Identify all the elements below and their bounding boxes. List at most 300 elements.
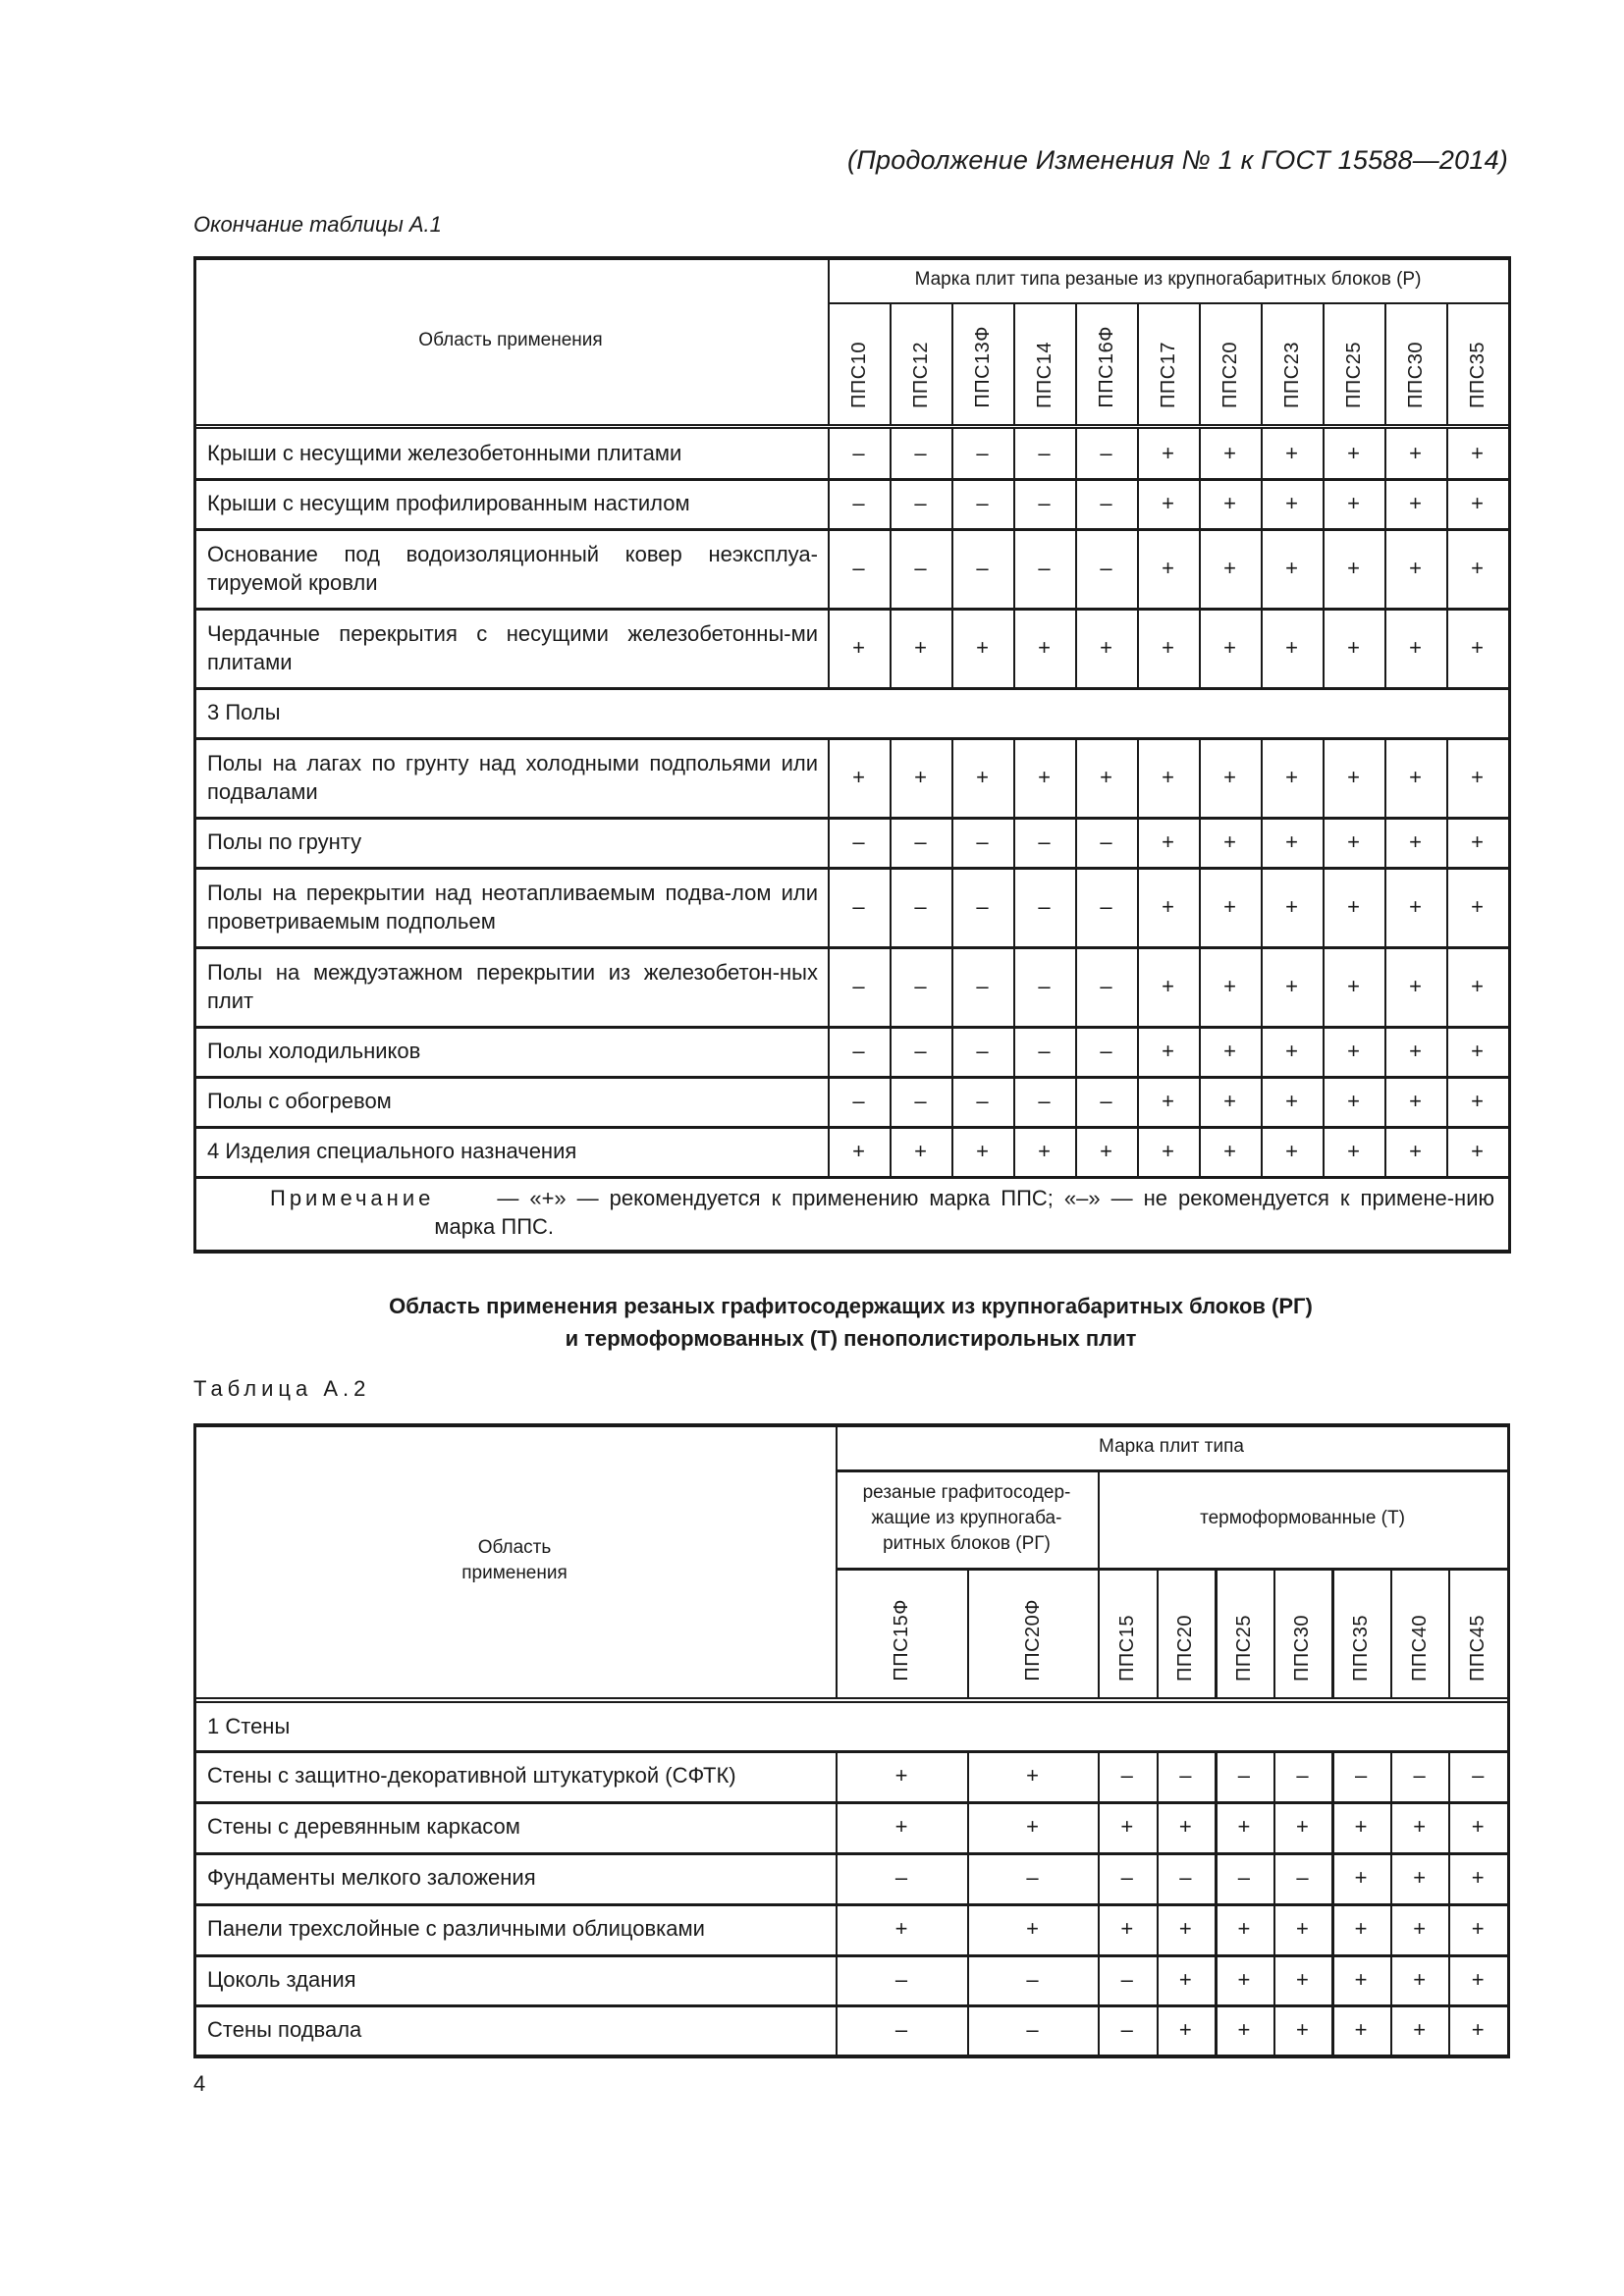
cell-mark: + (1347, 555, 1360, 580)
cell-mark: – (852, 1088, 865, 1113)
cell-mark: + (1471, 1814, 1485, 1839)
cell-mark: + (1178, 2016, 1192, 2042)
column-header-label: ППС40 (1408, 1615, 1431, 1682)
table-rule (193, 1903, 1507, 1906)
column-header-ППС20 (1157, 1568, 1216, 1697)
row-label: Стены с деревянным каркасом (207, 1814, 520, 1839)
section-row-label: 3 Полы (207, 699, 281, 724)
table-rule (193, 1852, 1507, 1855)
cell-mark: + (1471, 764, 1484, 789)
cell-mark: + (1162, 1088, 1174, 1113)
cell-mark: + (914, 634, 927, 660)
cell-mark: – (1179, 1763, 1192, 1788)
table-rule (1390, 1750, 1392, 1801)
cell-mark: + (1471, 1916, 1485, 1941)
cell-mark: + (1178, 1966, 1192, 1992)
row-label: 4 Изделия специального назначения (207, 1138, 577, 1163)
cell-mark: + (976, 634, 989, 660)
cell-mark: + (1471, 440, 1484, 465)
row-label: Чердачные перекрытия с несущими железобетонны-ми плитами (207, 620, 818, 674)
cell-mark: – (914, 440, 927, 465)
cell-mark: + (1471, 893, 1484, 919)
cell-mark: + (1178, 1814, 1192, 1839)
cell-mark: + (976, 1138, 989, 1163)
table-rule (193, 2004, 1507, 2007)
cell-mark: + (1285, 1038, 1298, 1063)
table-rule (967, 1954, 969, 2004)
cell-mark: + (1285, 1138, 1298, 1163)
cell-mark: – (1100, 1038, 1112, 1063)
row-label: Крыши с несущими железобетонными плитами (207, 440, 682, 465)
table-a1-continuation-caption: Окончание таблицы А.1 (193, 212, 442, 237)
cell-mark: – (914, 973, 927, 998)
header-area-of-application: Область применения (461, 1536, 568, 1583)
table-rule (1390, 1852, 1392, 1903)
table-rule (1157, 1801, 1159, 1852)
cell-mark: – (1237, 1763, 1251, 1788)
cell-mark: – (976, 1088, 989, 1113)
table-rule (1098, 1750, 1100, 1801)
cell-mark: + (1223, 634, 1236, 660)
cell-mark: – (1413, 1763, 1426, 1788)
column-header-label: ППС20 (1218, 342, 1241, 408)
table-rule (1273, 1852, 1275, 1903)
cell-mark: + (1120, 1814, 1134, 1839)
cell-mark: + (1471, 1865, 1485, 1890)
cell-mark: + (1409, 828, 1422, 854)
column-header-label: ППС35 (1350, 1615, 1373, 1682)
cell-mark: + (1223, 764, 1236, 789)
table-rule (1331, 1750, 1334, 1801)
cell-mark: + (1471, 490, 1484, 515)
cell-mark: + (1471, 1038, 1484, 1063)
cell-mark: + (1178, 1916, 1192, 1941)
column-header-ППС15Ф (836, 1568, 967, 1697)
cell-mark: – (1038, 555, 1051, 580)
table-rule (1098, 1954, 1100, 2004)
row-label: Полы по грунту (207, 828, 362, 854)
cell-mark: + (1471, 828, 1484, 854)
table-rule (1273, 2004, 1275, 2055)
cell-mark: + (1409, 490, 1422, 515)
table-rule (1448, 1954, 1450, 2004)
cell-mark: + (1223, 1138, 1236, 1163)
section-row-label: 1 Стены (207, 1713, 291, 1738)
note-prefix: Примечание (270, 1186, 435, 1210)
cell-mark: + (1471, 1138, 1484, 1163)
column-header-label: ППС25 (1232, 1615, 1255, 1682)
cell-mark: – (852, 973, 865, 998)
table-rule (1098, 1852, 1100, 1903)
header-area-of-application: Область применения (418, 329, 603, 350)
table-rule (193, 1750, 1507, 1753)
table-rule (1331, 1903, 1334, 1954)
cell-mark: + (1296, 2016, 1309, 2042)
cell-mark: – (1296, 1865, 1309, 1890)
cell-mark: – (976, 893, 989, 919)
cell-mark: + (1285, 973, 1298, 998)
table-rule (967, 1568, 969, 1697)
table-rule (1331, 1568, 1334, 1697)
cell-mark: – (1038, 1038, 1051, 1063)
cell-mark: + (1285, 490, 1298, 515)
column-header-ППС20Ф (967, 1568, 1098, 1697)
table-rule (967, 1903, 969, 1954)
cell-mark: + (1409, 973, 1422, 998)
cell-mark: + (1285, 828, 1298, 854)
cell-mark: + (1471, 634, 1484, 660)
cell-mark: + (1347, 893, 1360, 919)
cell-mark: + (1237, 2016, 1251, 2042)
column-header-label: ППС30 (1404, 342, 1427, 408)
cell-mark: + (1409, 634, 1422, 660)
cell-mark: + (1162, 1038, 1174, 1063)
cell-mark: – (976, 555, 989, 580)
cell-mark: – (914, 828, 927, 854)
cell-mark: + (1038, 634, 1051, 660)
cell-mark: + (1409, 1088, 1422, 1113)
column-header-label: ППС10 (847, 342, 870, 408)
cell-mark: + (1100, 1138, 1112, 1163)
cell-mark: + (1471, 2016, 1485, 2042)
cell-mark: – (1179, 1865, 1192, 1890)
cell-mark: + (1285, 893, 1298, 919)
table-rule (836, 1852, 838, 1903)
cell-mark: – (1100, 555, 1112, 580)
cell-mark: – (1038, 828, 1051, 854)
column-header-ППС15 (1098, 1568, 1157, 1697)
column-header-label: ППС13Ф (971, 326, 994, 408)
cell-mark: + (1223, 1088, 1236, 1113)
cell-mark: – (976, 828, 989, 854)
cell-mark: + (1354, 1966, 1368, 1992)
row-label: Фундаменты мелкого заложения (207, 1865, 536, 1890)
cell-mark: + (852, 764, 865, 789)
cell-mark: + (1223, 440, 1236, 465)
cell-mark: – (1120, 1865, 1133, 1890)
row-label: Полы на перекрытии над неотапливаемым подва-лом или проветриваемым подпольем (207, 880, 818, 934)
row-label: Полы с обогревом (207, 1088, 392, 1113)
group-header-brand: Марка плит типа (1099, 1435, 1244, 1457)
cell-mark: + (1162, 490, 1174, 515)
cell-mark: + (1347, 490, 1360, 515)
table-rule (193, 1954, 1507, 1957)
cell-mark: + (1471, 1088, 1484, 1113)
cell-mark: – (1100, 828, 1112, 854)
cell-mark: + (1223, 490, 1236, 515)
table-rule (1448, 1852, 1450, 1903)
cell-mark: + (1296, 1814, 1309, 1839)
cell-mark: + (1347, 1138, 1360, 1163)
table-rule (1448, 1750, 1450, 1801)
table-rule (1157, 1568, 1159, 1697)
cell-mark: – (1120, 2016, 1133, 2042)
cell-mark: + (1038, 1138, 1051, 1163)
cell-mark: + (1471, 973, 1484, 998)
note-text: — «+» — рекомендуется к применению марка ППС; «–» — не рекомендуется к примене-нию марка ППС. (434, 1186, 1494, 1239)
cell-mark: + (1038, 764, 1051, 789)
cell-mark: – (976, 1038, 989, 1063)
subgroup-header-t: термоформованные (Т) (1200, 1508, 1405, 1528)
table-rule (193, 1697, 1507, 1699)
cell-mark: + (914, 1138, 927, 1163)
column-header-label: ППС14 (1033, 342, 1056, 408)
table-rule (1215, 1852, 1218, 1903)
cell-mark: + (1354, 2016, 1368, 2042)
column-header-ППС35 (1331, 1568, 1390, 1697)
cell-mark: + (894, 1916, 908, 1941)
table-rule (1157, 1954, 1159, 2004)
cell-mark: + (1162, 973, 1174, 998)
cell-mark: – (1038, 893, 1051, 919)
cell-mark: – (1100, 973, 1112, 998)
table-rule (967, 1801, 969, 1852)
cell-mark: – (1038, 973, 1051, 998)
cell-mark: – (1100, 893, 1112, 919)
cell-mark: + (1223, 973, 1236, 998)
cell-mark: – (894, 1966, 908, 1992)
table-rule (1507, 1423, 1510, 2057)
table-rule (836, 1903, 838, 1954)
cell-mark: + (1347, 440, 1360, 465)
cell-mark: – (914, 1088, 927, 1113)
table-rule (1448, 2004, 1450, 2055)
cell-mark: + (894, 1763, 908, 1788)
table-rule (967, 1852, 969, 1903)
table-rule (1448, 1568, 1450, 1697)
cell-mark: + (1285, 634, 1298, 660)
column-header-label: ППС12 (909, 342, 932, 408)
cell-mark: + (1237, 1966, 1251, 1992)
cell-mark: – (852, 828, 865, 854)
row-label: Полы на междуэтажном перекрытии из железобетон-ных плит (207, 959, 818, 1013)
column-header-label: ППС20Ф (1021, 1599, 1044, 1682)
cell-mark: – (1026, 1865, 1039, 1890)
cell-mark: + (1409, 893, 1422, 919)
cell-mark: – (1354, 1763, 1368, 1788)
column-header-label: ППС35 (1466, 342, 1489, 408)
cell-mark: + (1162, 764, 1174, 789)
table-a2-heading-line1: Область применения резаных графитосодержащих из крупногабаритных блоков (РГ) (389, 1294, 1313, 1318)
cell-mark: + (1347, 634, 1360, 660)
column-header-label: ППС15Ф (891, 1599, 912, 1682)
table-rule (836, 1568, 1507, 1571)
table-rule (836, 1750, 838, 1801)
cell-mark: + (1100, 634, 1112, 660)
table-rule (1215, 1954, 1218, 2004)
cell-mark: + (1409, 1038, 1422, 1063)
column-header-label: ППС17 (1157, 342, 1179, 408)
table-rule (1157, 1852, 1159, 1903)
table-rule (836, 1954, 838, 2004)
table-a2-label: Таблица А.2 (193, 1376, 371, 1401)
row-label: Основание под водоизоляционный ковер неэксплуа-тируемой кровли (207, 541, 818, 595)
table-rule (1098, 2004, 1100, 2055)
table-rule (967, 2004, 969, 2055)
cell-mark: – (976, 490, 989, 515)
cell-mark: + (852, 1138, 865, 1163)
cell-mark: + (894, 1814, 908, 1839)
cell-mark: + (1296, 1916, 1309, 1941)
table-rule (1157, 2004, 1159, 2055)
row-label: Полы холодильников (207, 1038, 421, 1063)
table-rule (836, 2004, 838, 2055)
cell-mark: + (1413, 1916, 1427, 1941)
table-rule (1331, 1852, 1334, 1903)
subgroup-header-rg: резаные графитосодер-жащие из крупногаба-ритных блоков (РГ) (862, 1482, 1071, 1554)
table-rule (1331, 2004, 1334, 2055)
group-header-brand: Марка плит типа резаные из крупногабаритных блоков (Р) (914, 268, 1422, 290)
cell-mark: + (1471, 555, 1484, 580)
table-rule (1157, 1750, 1159, 1801)
row-label: Крыши с несущим профилированным настилом (207, 490, 690, 515)
cell-mark: + (1409, 555, 1422, 580)
cell-mark: + (1285, 555, 1298, 580)
table-rule (1273, 1801, 1275, 1852)
table-rule (1390, 1954, 1392, 2004)
cell-mark: – (1038, 440, 1051, 465)
cell-mark: + (1120, 1916, 1134, 1941)
cell-mark: + (1354, 1814, 1368, 1839)
cell-mark: + (1026, 1916, 1039, 1941)
cell-mark: + (1162, 440, 1174, 465)
cell-mark: + (1347, 1088, 1360, 1113)
cell-mark: – (852, 440, 865, 465)
row-label: Панели трехслойные с различными облицовками (207, 1916, 705, 1941)
table-rule (193, 1423, 1510, 1427)
table-rule (1098, 1801, 1100, 1852)
cell-mark: – (914, 555, 927, 580)
table-rule (1390, 1801, 1392, 1852)
cell-mark: + (1237, 1814, 1251, 1839)
cell-mark: + (1296, 1966, 1309, 1992)
column-header-label: ППС30 (1291, 1615, 1314, 1682)
table-rule (193, 2055, 1510, 2058)
table-rule (1215, 2004, 1218, 2055)
cell-mark: + (1223, 1038, 1236, 1063)
cell-mark: – (852, 893, 865, 919)
cell-mark: + (1026, 1763, 1039, 1788)
column-header-label: ППС25 (1342, 342, 1365, 408)
column-header-label: ППС16Ф (1095, 326, 1117, 408)
table-rule (1390, 1568, 1392, 1697)
cell-mark: + (976, 764, 989, 789)
table-rule (1390, 2004, 1392, 2055)
table-a2-heading-line2: и термоформованных (Т) пенополистирольных плит (565, 1326, 1137, 1351)
cell-mark: + (1413, 1966, 1427, 1992)
table-rule (1331, 1801, 1334, 1852)
cell-mark: + (1354, 1916, 1368, 1941)
cell-mark: + (1409, 440, 1422, 465)
cell-mark: + (1162, 893, 1174, 919)
table-rule (836, 1801, 838, 1852)
cell-mark: + (1347, 1038, 1360, 1063)
table-rule (1098, 1903, 1100, 1954)
row-label: Цоколь здания (207, 1966, 356, 1992)
table-rule (1448, 1801, 1450, 1852)
cell-mark: + (1100, 764, 1112, 789)
cell-mark: – (976, 973, 989, 998)
table-rule (1098, 1469, 1100, 1697)
cell-mark: – (1038, 490, 1051, 515)
cell-mark: – (914, 1038, 927, 1063)
cell-mark: + (1413, 1865, 1427, 1890)
cell-mark: + (1162, 1138, 1174, 1163)
cell-mark: + (914, 764, 927, 789)
cell-mark: – (914, 893, 927, 919)
row-label: Стены с защитно-декоративной штукатуркой (СФТК) (207, 1763, 736, 1788)
table-rule (836, 1423, 838, 1697)
table-rule (967, 1750, 969, 1801)
cell-mark: + (1413, 1814, 1427, 1839)
table-rule (1215, 1903, 1218, 1954)
cell-mark: + (1026, 1814, 1039, 1839)
table-rule (1215, 1750, 1218, 1801)
cell-mark: – (976, 440, 989, 465)
cell-mark: + (852, 634, 865, 660)
cell-mark: + (1285, 764, 1298, 789)
column-header-ППС30 (1273, 1568, 1332, 1697)
table-rule (1273, 1568, 1275, 1697)
cell-mark: + (1413, 2016, 1427, 2042)
cell-mark: – (1026, 1966, 1039, 1992)
cell-mark: + (1285, 440, 1298, 465)
cell-mark: + (1409, 764, 1422, 789)
cell-mark: – (1026, 2016, 1039, 2042)
cell-mark: – (852, 555, 865, 580)
running-head: (Продолжение Изменения № 1 к ГОСТ 15588—2014) (847, 145, 1508, 175)
cell-mark: – (852, 1038, 865, 1063)
cell-mark: – (1237, 1865, 1251, 1890)
table-rule (836, 1469, 1507, 1472)
column-header-label: ППС45 (1467, 1615, 1489, 1682)
cell-mark: + (1223, 555, 1236, 580)
cell-mark: + (1285, 1088, 1298, 1113)
table-rule (1448, 1903, 1450, 1954)
cell-mark: – (894, 1865, 908, 1890)
table-rule (1273, 1903, 1275, 1954)
cell-mark: + (1223, 893, 1236, 919)
cell-mark: – (1100, 440, 1112, 465)
table-rule (193, 1701, 1507, 1703)
column-header-ППС45 (1448, 1568, 1507, 1697)
cell-mark: + (1409, 1138, 1422, 1163)
cell-mark: – (1296, 1763, 1309, 1788)
cell-mark: – (852, 490, 865, 515)
cell-mark: – (1120, 1763, 1133, 1788)
table-rule (1331, 1954, 1334, 2004)
table-rule (193, 1801, 1507, 1804)
table-rule (1273, 1750, 1275, 1801)
column-header-label: ППС23 (1280, 342, 1303, 408)
page-number: 4 (193, 2071, 206, 2096)
table-rule (1273, 1954, 1275, 2004)
table-rule (193, 1423, 196, 2057)
column-header-label: ППС15 (1115, 1615, 1138, 1682)
row-label: Стены подвала (207, 2016, 362, 2042)
cell-mark: + (1347, 764, 1360, 789)
cell-mark: – (1120, 1966, 1133, 1992)
column-header-ППС40 (1390, 1568, 1449, 1697)
cell-mark: + (1237, 1916, 1251, 1941)
cell-mark: + (1162, 634, 1174, 660)
table-rule (1390, 1903, 1392, 1954)
table-rule (1215, 1568, 1218, 1697)
table-rule (1215, 1801, 1218, 1852)
cell-mark: + (1162, 828, 1174, 854)
cell-mark: – (894, 2016, 908, 2042)
cell-mark: – (1100, 1088, 1112, 1113)
